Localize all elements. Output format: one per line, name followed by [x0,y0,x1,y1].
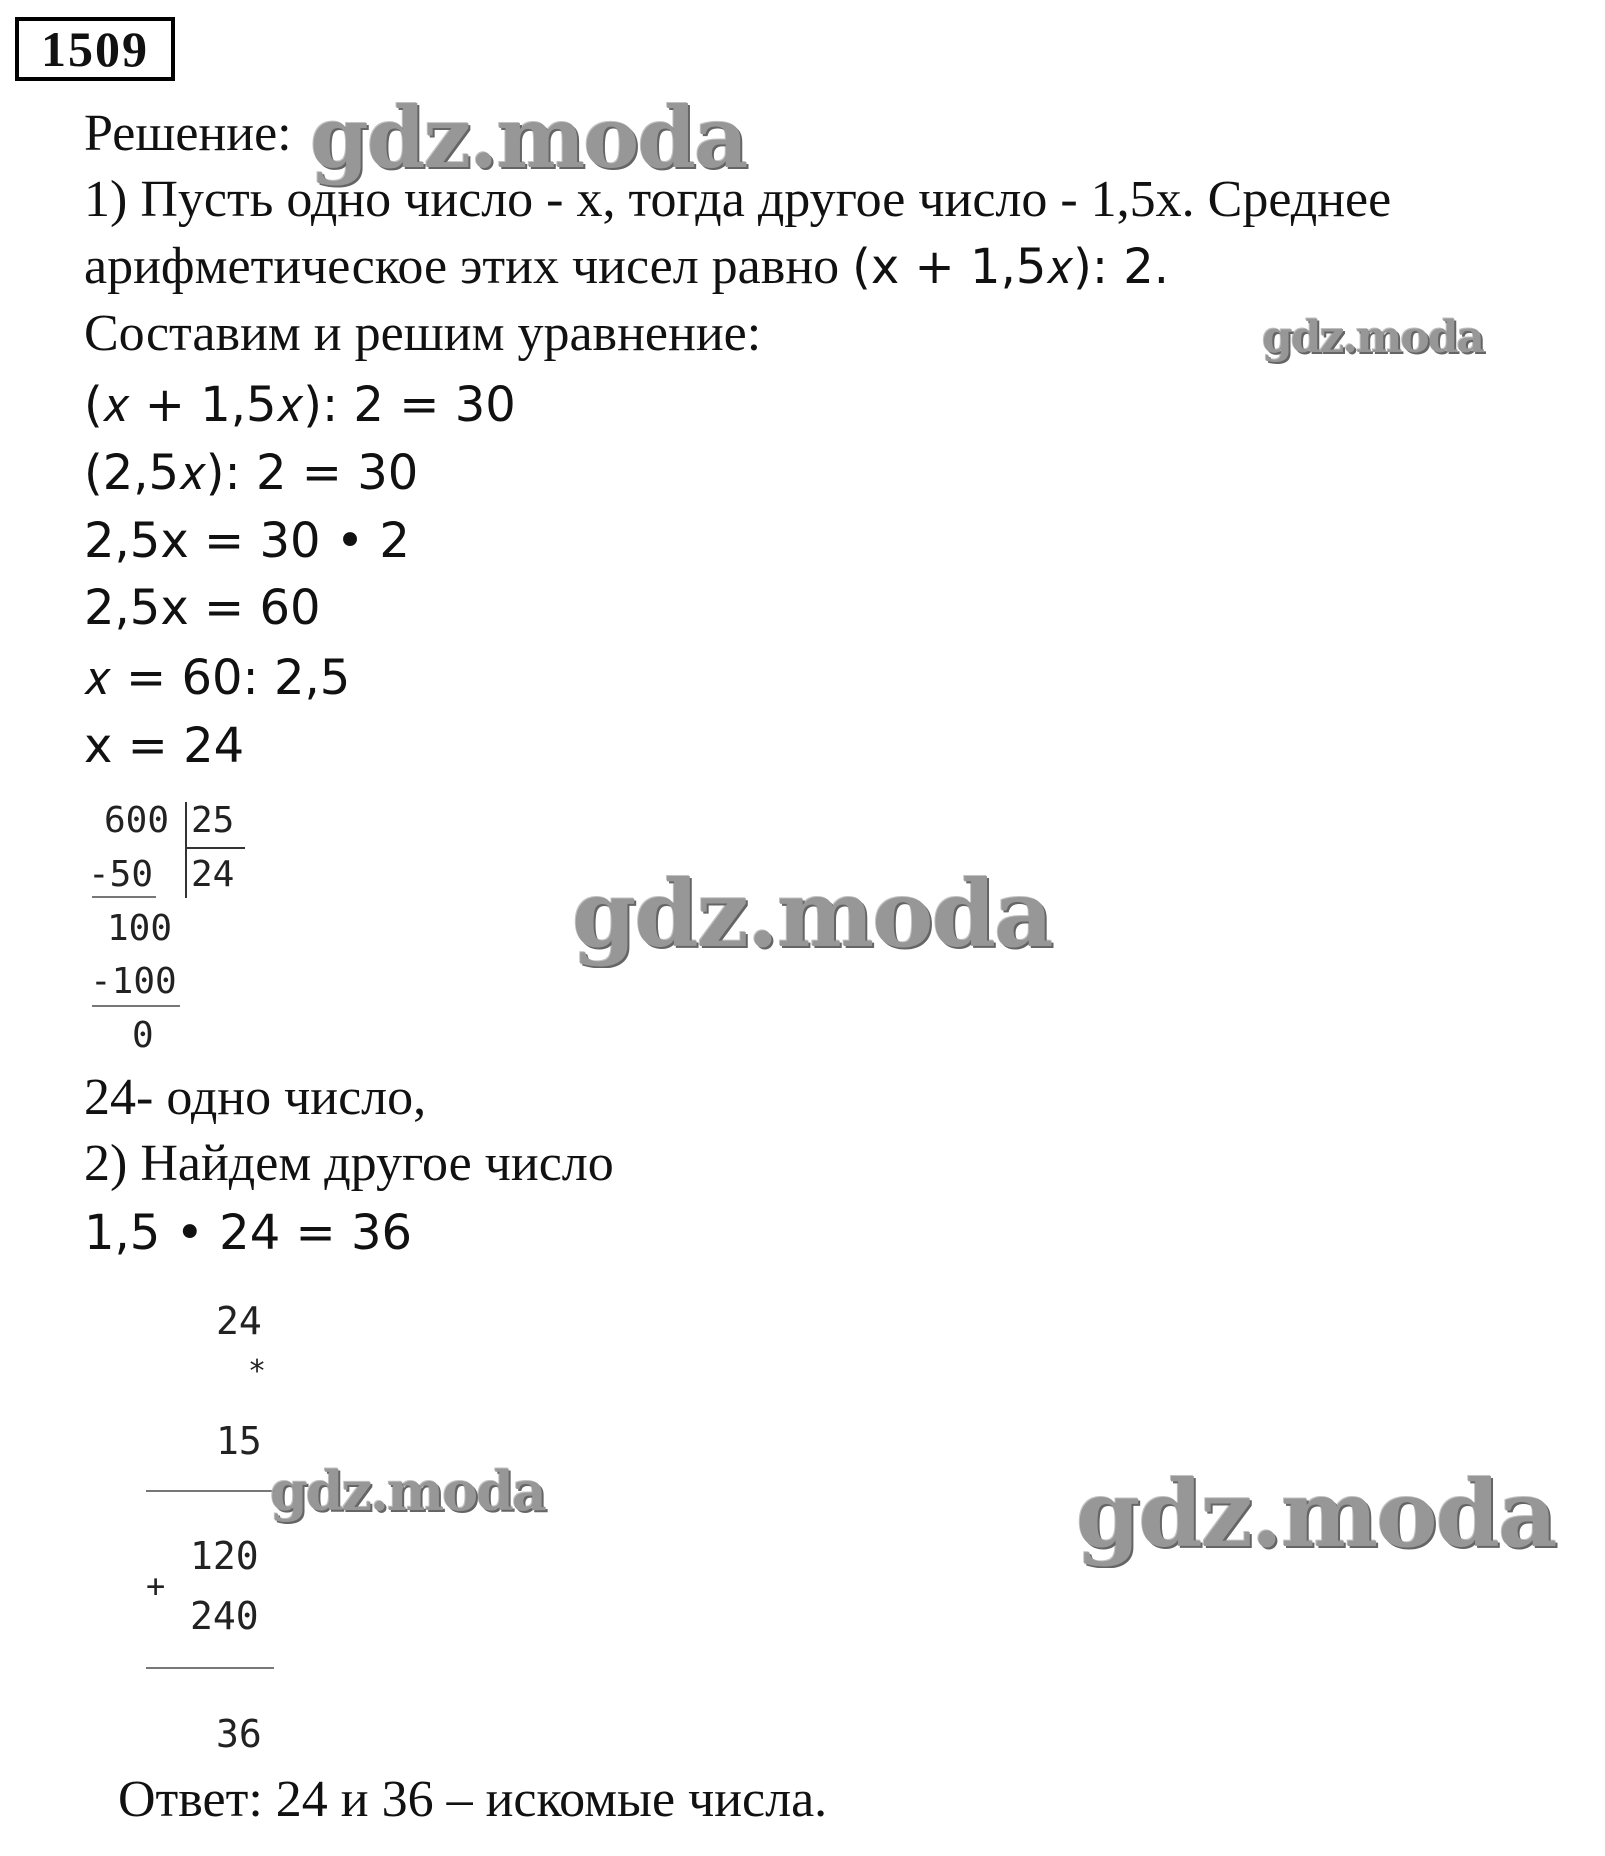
division-result: 0 [132,1015,154,1056]
mult-line-1 [146,1490,274,1492]
mult-line-2 [146,1667,274,1669]
step2-line: 2) Найдем другое число [84,1135,614,1192]
solution-label: Решение: [84,105,292,162]
equation-5: 𝑥 = 60: 2,5 [84,650,351,706]
watermark-4: gdz.moda [270,1459,545,1523]
step1-line1: 1) Пусть одно число - x, тогда другое число - 1,5x. Среднее [84,171,1392,228]
mult-result: 36 [216,1712,262,1756]
equation-1: (𝑥 + 1,5𝑥): 2 = 30 [84,377,516,433]
step1-line2-text: арифметическое этих чисел равно [84,238,853,295]
compose-label: Составим и решим уравнение: [84,305,762,362]
step2-equation: 1,5 • 24 = 36 [84,1205,413,1261]
mult-plus: + [146,1567,166,1605]
watermark-2: gdz.moda [1262,312,1484,363]
division-vertical-line [185,802,187,898]
division-divisor: 25 [191,800,235,841]
mult-partial1: 120 [190,1534,259,1578]
equation-6: x = 24 [84,718,245,774]
mult-bottom: 15 [216,1419,262,1463]
division-sub1-line [92,896,156,898]
problem-number: 1509 [15,17,175,81]
one-number-line: 24- одно число, [84,1069,427,1126]
equation-2: (2,5𝑥): 2 = 30 [84,445,419,501]
division-remainder1: 100 [107,908,173,949]
division-quotient: 24 [191,854,235,895]
division-dividend: 600 [104,800,170,841]
division-sub1: -50 [88,854,154,895]
answer-line: Ответ: 24 и 36 – искомые числа. [118,1771,828,1828]
mult-top: 24 [216,1299,262,1343]
step1-line2 [84,237,1169,297]
watermark-3: gdz.moda [572,860,1052,968]
watermark-5: gdz.moda [1076,1460,1556,1568]
division-sub2: -100 [90,961,177,1002]
equation-3: 2,5x = 30 • 2 [84,513,410,569]
mult-partial2: 240 [190,1594,259,1638]
watermark-1: gdz.moda [310,88,747,187]
equation-4: 2,5x = 60 [84,580,321,636]
division-sub2-line [92,1005,180,1007]
mult-operator: * [248,1354,267,1389]
step1-line2-math: (x + 1,5𝑥): 2. [852,239,1170,295]
